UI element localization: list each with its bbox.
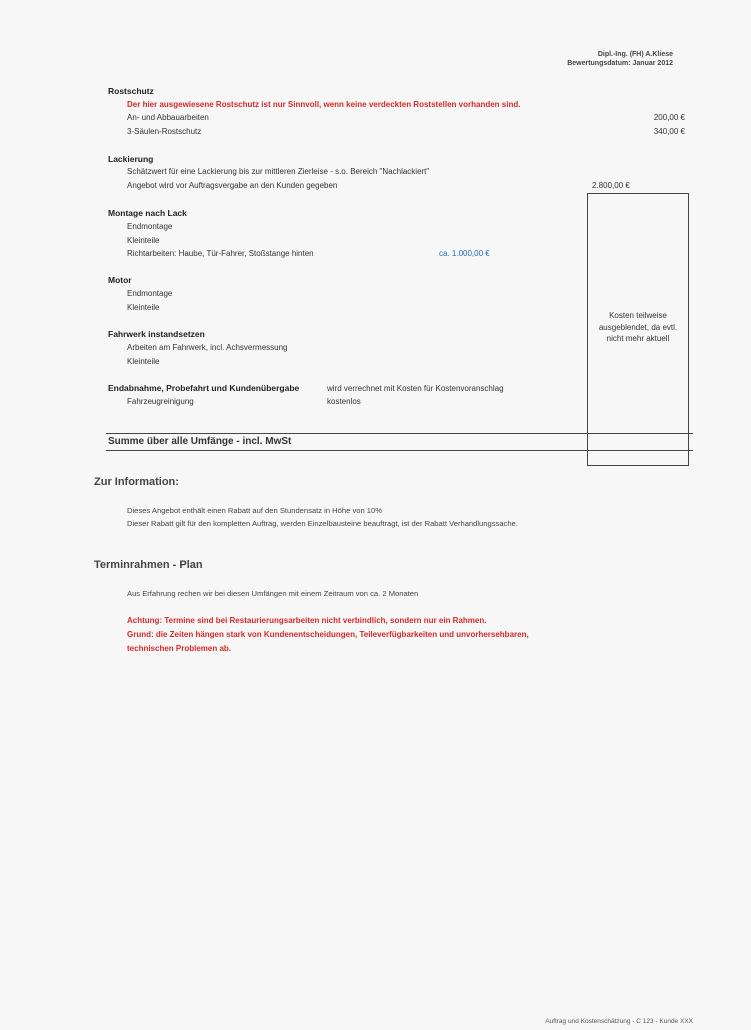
endabnahme-item: Fahrzeugreinigung	[127, 397, 194, 406]
montage-item: Endmontage	[127, 222, 173, 231]
section-fahrwerk-title: Fahrwerk instandsetzen	[108, 329, 205, 339]
info-line: Dieser Rabatt gilt für den kompletten Auftrag, werden Einzelbausteine beauftragt, ist der Rabatt Verhandlungssache.	[127, 519, 518, 528]
section-lackierung-title: Lackierung	[108, 154, 154, 164]
termin-warning: Grund: die Zeiten hängen stark von Kundenentscheidungen, Teileverfügbarkeiten und unvorhersehbaren,	[127, 630, 529, 639]
rostschutz-item-label: 3-Säulen-Rostschutz	[127, 127, 202, 136]
motor-item: Kleinteile	[127, 303, 160, 312]
montage-estimate: ca. 1.000,00 €	[439, 249, 490, 258]
termin-line: Aus Erfahrung rechen wir bei diesen Umfängen mit einem Zeitraum von ca. 2 Monaten	[127, 589, 419, 598]
hidden-costs-note	[589, 310, 687, 345]
section-montage-title: Montage nach Lack	[108, 208, 187, 218]
rostschutz-warning: Der hier ausgewiesene Rostschutz ist nur Sinnvoll, wenn keine verdeckten Roststellen vorhanden sind.	[127, 100, 521, 109]
hidden-costs-note-line: ausgeblendet, da evtl.	[598, 322, 678, 332]
section-endabnahme-title: Endabnahme, Probefahrt und Kundenübergabe	[108, 383, 300, 393]
motor-item: Endmontage	[127, 289, 173, 298]
lackierung-line: Angebot wird vor Auftragsvergabe an den Kunden gegeben	[127, 181, 338, 190]
section-rostschutz-title: Rostschutz	[108, 86, 154, 96]
termin-title: Terminrahmen - Plan	[94, 559, 203, 571]
info-line: Dieses Angebot enthält einen Rabatt auf den Stundensatz in Höhe von 10%	[127, 506, 382, 515]
termin-warning: Achtung: Termine sind bei Restaurierungsarbeiten nicht verbindlich, sondern nur ein Rahmen.	[127, 616, 487, 625]
termin-warning: technischen Problemen ab.	[127, 644, 232, 653]
info-title: Zur Information:	[94, 476, 179, 488]
author-line: Dipl.-Ing. (FH) A.Kliese	[597, 51, 673, 58]
hidden-costs-note-line: Kosten teilweise	[609, 311, 667, 320]
summe-label: Summe über alle Umfänge - incl. MwSt	[108, 436, 292, 447]
fahrwerk-item: Kleinteile	[127, 357, 160, 366]
endabnahme-note: wird verrechnet mit Kosten für Kostenvoranschlag	[327, 384, 504, 393]
montage-item: Kleinteile	[127, 236, 160, 245]
montage-item: Richtarbeiten: Haube, Tür-Fahrer, Stoßstange hinten	[127, 249, 314, 258]
hidden-costs-note-line: nicht mehr aktuell	[606, 334, 670, 343]
rostschutz-item-price: 200,00 €	[653, 113, 685, 122]
section-motor-title: Motor	[108, 275, 132, 285]
rostschutz-item-label: An- und Abbauarbeiten	[127, 113, 209, 122]
summe-bottom-rule	[106, 450, 693, 451]
rostschutz-item-price: 340,00 €	[653, 127, 685, 136]
lackierung-line: Schätzwert für eine Lackierung bis zur mittleren Zierleise - s.o. Bereich "Nachlackiert"	[127, 167, 430, 176]
summe-top-rule	[106, 433, 693, 434]
lackierung-price: 2.800,00 €	[592, 181, 630, 190]
footer-right: Auftrag und Kostenschätzung - C 123 - Kunde XXX	[545, 1018, 693, 1025]
endabnahme-item-note: kostenlos	[327, 397, 361, 406]
date-line: Bewertungsdatum: Januar 2012	[567, 60, 673, 67]
fahrwerk-item: Arbeiten am Fahrwerk, incl. Achsvermessung	[127, 343, 288, 352]
